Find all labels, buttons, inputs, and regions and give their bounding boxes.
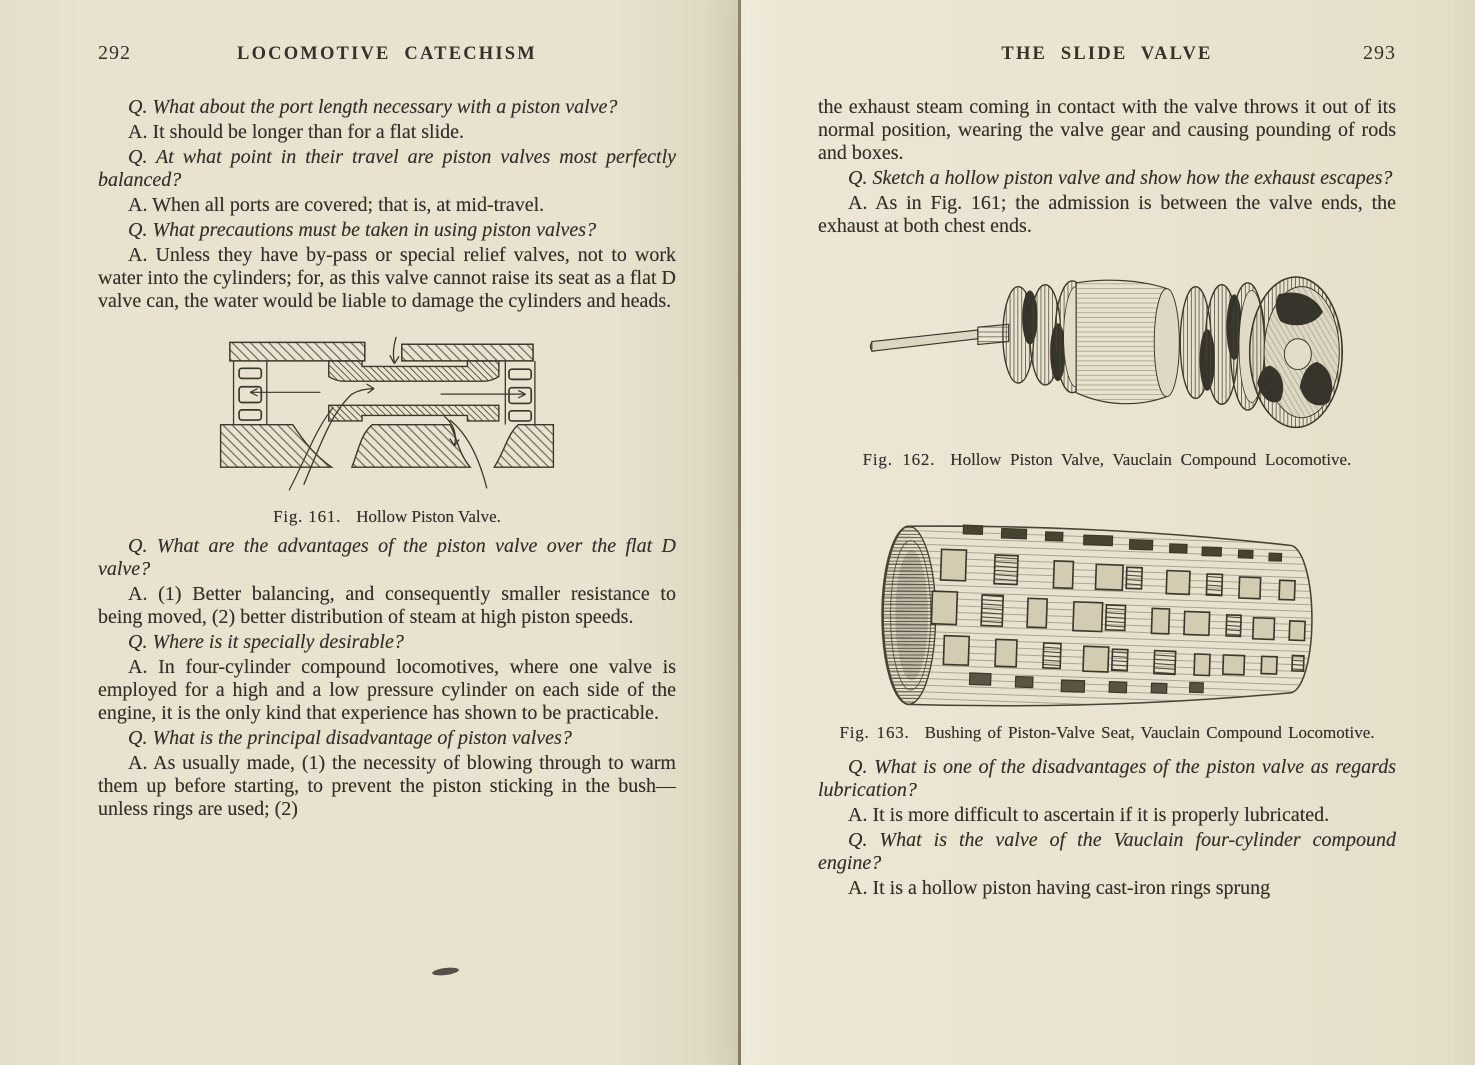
figure-163-label: Fig. 163. bbox=[839, 723, 910, 742]
running-head-title: THE SLIDE VALVE bbox=[1001, 44, 1213, 64]
question-paragraph: Q. What precautions must be taken in using piston valves? bbox=[128, 219, 597, 241]
answer-paragraph: A. It should be longer than for a flat slide. bbox=[128, 121, 465, 143]
running-head-title: LOCOMOTIVE CATECHISM bbox=[237, 44, 537, 64]
answer-paragraph: A. When all ports are covered; that is, at mid-travel. bbox=[128, 194, 545, 216]
figure-163 bbox=[818, 486, 1396, 743]
question-paragraph: Q. What is one of the disadvantages of the piston valve as regards lubrication? bbox=[818, 756, 1396, 801]
piston-valve-bushing-illustration bbox=[872, 486, 1342, 712]
answer-paragraph: A. (1) Better balancing, and consequently smaller resistance to being moved, (2) better distribution of steam at high piston speeds. bbox=[98, 583, 676, 628]
question-paragraph: Q. What about the port length necessary with a piston valve? bbox=[128, 96, 618, 118]
answer-paragraph: A. It is a hollow piston having cast-iron rings sprung bbox=[848, 877, 1271, 899]
question-paragraph: Q. Sketch a hollow piston valve and show how the exhaust escapes? bbox=[848, 167, 1393, 189]
answer-paragraph: the exhaust steam coming in contact with the valve throws it out of its normal position, wearing the valve gear and causing pounding of rods and boxes. bbox=[818, 96, 1396, 164]
page-293 bbox=[740, 0, 1475, 1065]
answer-paragraph: A. It is more difficult to ascertain if it is properly lubricated. bbox=[848, 804, 1330, 826]
question-paragraph: Q. Where is it specially desirable? bbox=[128, 631, 404, 653]
page-293-body bbox=[818, 96, 1396, 900]
question-paragraph: Q. What is the principal disadvantage of piston valves? bbox=[128, 727, 572, 749]
answer-paragraph: A. As in Fig. 161; the admission is between the valve ends, the exhaust at both chest ends. bbox=[818, 192, 1396, 237]
figure-162-caption: Fig. 162. Hollow Piston Valve, Vauclain Compound Locomotive. bbox=[862, 450, 1352, 469]
answer-paragraph: A. In four-cylinder compound locomotives, where one valve is employed for a high and a low pressure cylinder on each side of the engine, it is the only kind that experience has shown to be practicable. bbox=[98, 656, 676, 724]
figure-162-label: Fig. 162. bbox=[862, 450, 936, 469]
running-header-left bbox=[98, 44, 676, 70]
page-gutter-fold bbox=[738, 0, 741, 1065]
figure-162 bbox=[818, 248, 1396, 470]
answer-paragraph: A. Unless they have by-pass or special relief valves, not to work water into the cylinders; for, as this valve cannot raise its seat as a flat D valve can, the water would be liable to damage the cylinders and heads. bbox=[98, 244, 676, 312]
question-paragraph: Q. What is the valve of the Vauclain four-cylinder compound engine? bbox=[818, 829, 1396, 874]
question-paragraph: Q. What are the advantages of the piston valve over the flat D valve? bbox=[98, 535, 676, 580]
figure-161 bbox=[98, 335, 676, 527]
page-number: 293 bbox=[1363, 42, 1396, 64]
hollow-piston-valve-illustration bbox=[866, 248, 1348, 441]
hollow-piston-valve-diagram bbox=[211, 335, 563, 494]
figure-163-caption: Fig. 163. Bushing of Piston-Valve Seat, Vauclain Compound Locomotive. bbox=[839, 723, 1375, 742]
page-number: 292 bbox=[98, 42, 131, 64]
question-paragraph: Q. At what point in their travel are piston valves most perfectly balanced? bbox=[98, 146, 676, 191]
figure-161-caption: Fig. 161. Hollow Piston Valve. bbox=[273, 507, 501, 526]
answer-paragraph: A. As usually made, (1) the necessity of blowing through to warm them up before starting, to prevent the piston sticking in the bush—unless rings are used; (2) bbox=[98, 752, 676, 820]
running-header-right bbox=[818, 44, 1396, 70]
page-292-body bbox=[98, 96, 676, 821]
figure-161-label: Fig. 161. bbox=[273, 507, 342, 526]
